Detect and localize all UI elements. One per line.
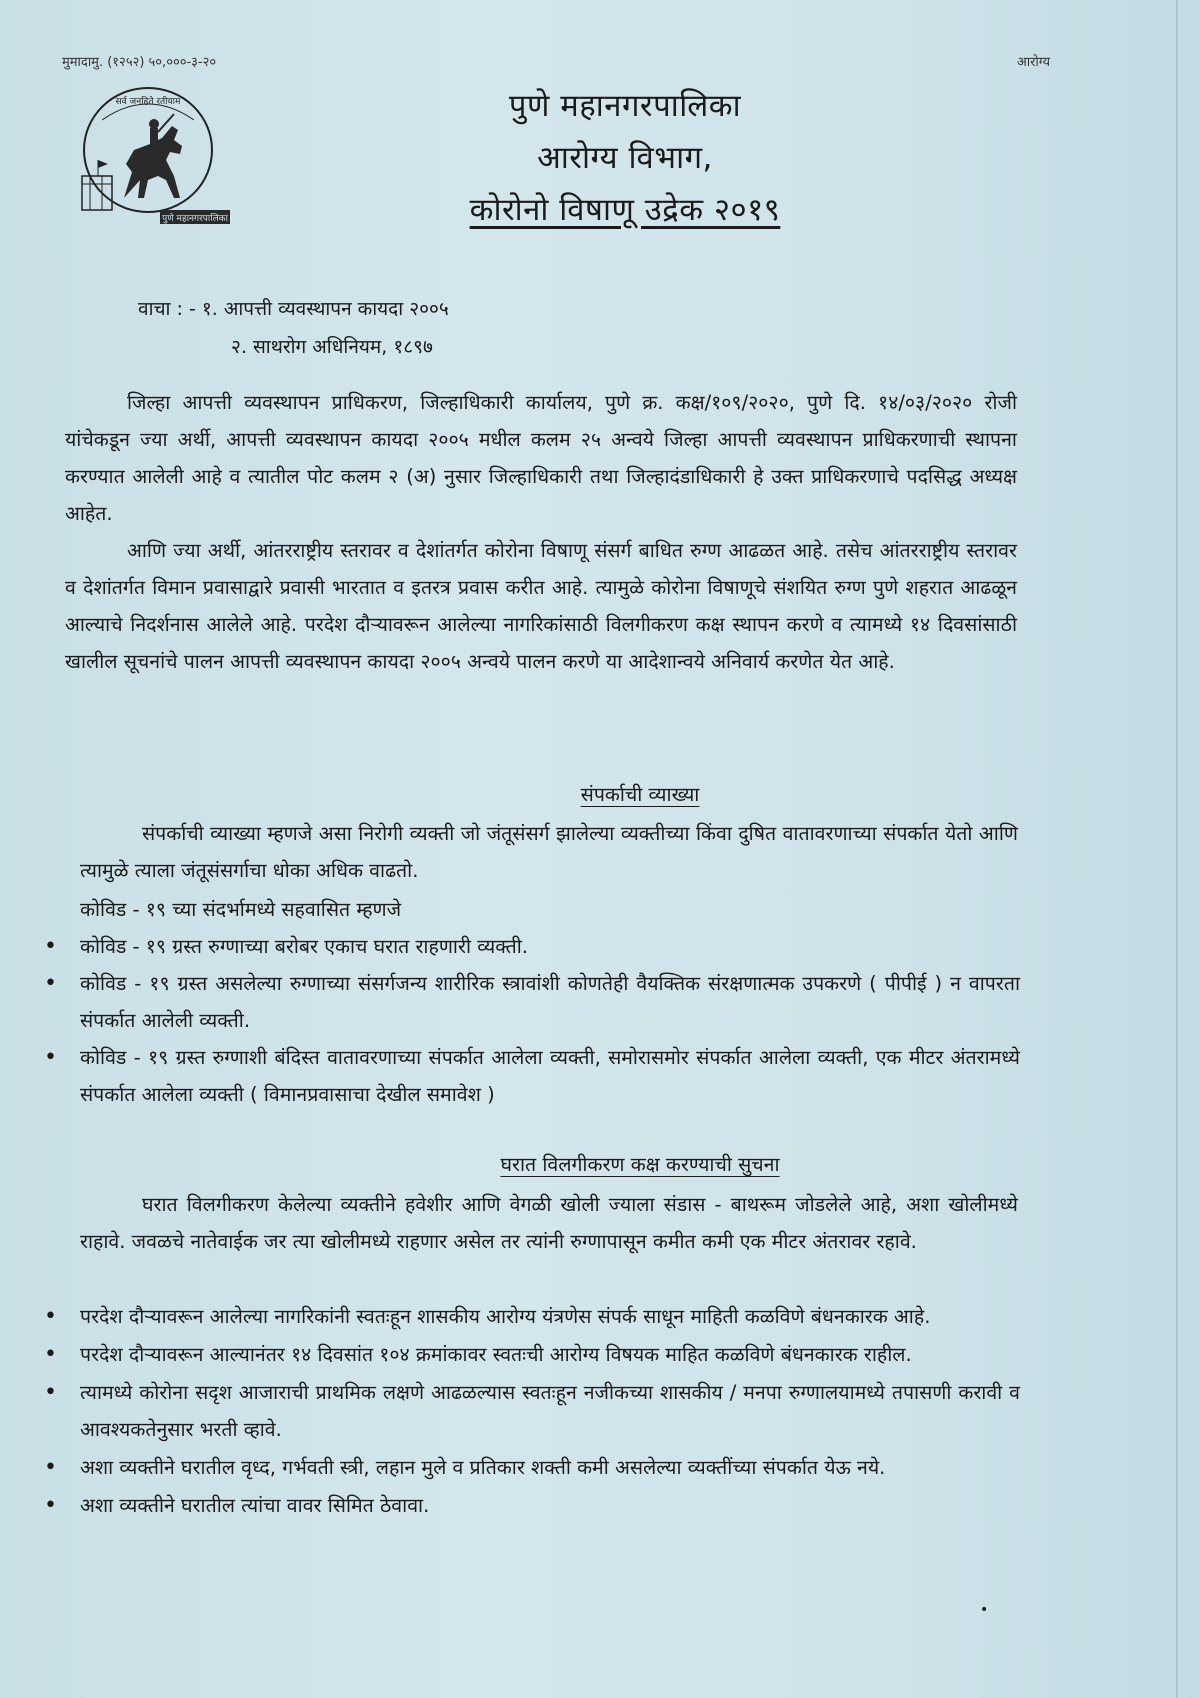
- list-item: • कोविड - १९ ग्रस्त रुग्णाशी बंदिस्त वातावरणाच्या संपर्कात आलेला व्यक्ती, समोरासमोर संपर्कात आलेला व्यक्ती, एक मीटर अंतरामध्ये संपर्कात आलेला व्यक्ती ( विमानप्रवासाचा देखील समावेश ): [44, 1039, 1020, 1113]
- references-label: वाचा : -: [138, 298, 196, 320]
- list-item: • अशा व्यक्तीने घरातील त्यांचा वावर सिमित ठेवावा.: [44, 1487, 1020, 1524]
- logo-motto: सर्व जनहिते रतीयाम: [115, 97, 181, 107]
- subject-title: कोरोनो विषाणू उद्रेक २०१९: [469, 192, 781, 228]
- contact-definition-heading: संपर्काची व्याख्या: [580, 783, 700, 806]
- home-isolation-heading: घरात विलगीकरण कक्ष करण्याची सुचना: [500, 1153, 780, 1176]
- list-item: • अशा व्यक्तीने घरातील वृध्द, गर्भवती स्त्री, लहान मुले व प्रतिकार शक्ती कमी असलेल्या व्यक्तींच्या संपर्कात येऊ नये.: [44, 1449, 1020, 1486]
- document-header: [250, 80, 1000, 236]
- list-item: • त्यामध्ये कोरोना सदृश आजाराची प्राथमिक लक्षणे आढळल्यास स्वतःहून नजीकच्या शासकीय / मनपा रुग्णालयामध्ये तपासणी करावी व आवश्यकतेनुसार भरती व्हावे.: [44, 1374, 1020, 1448]
- references-block: [138, 290, 449, 366]
- list-item: • परदेश दौऱ्यावरून आल्यानंतर १४ दिवसांत १०४ क्रमांकावर स्वतःची आरोग्य विषयक माहित कळविणे बंधनकारक राहील.: [44, 1336, 1020, 1373]
- list-item: • कोविड - १९ ग्रस्त असलेल्या रुग्णाच्या संसर्गजन्य शारीरिक स्त्रावांशी कोणतेही वैयक्तिक संरक्षणात्मक उपकरणे ( पीपीई ) न वापरता संपर्कात आलेली व्यक्ती.: [44, 965, 1020, 1039]
- department-title: आरोग्य विभाग,: [537, 140, 713, 176]
- contact-bullet-list: [44, 928, 1020, 1113]
- paragraph-authority: जिल्हा आपत्ती व्यवस्थापन प्राधिकरण, जिल्हाधिकारी कार्यालय, पुणे क्र. कक्ष/१०९/२०२०, पुणे दि. १४/०३/२०२० रोजी यांचेकडून ज्या अर्थी, आपत्ती व्यवस्थापन कायदा २००५ मधील कलम २५ अन्वये जिल्हा आपत्ती व्यवस्थापन प्राधिकरणाची स्थापना करण्यात आलेली आहे व त्यातील पोट कलम २ (अ) नुसार जिल्हाधिकारी तथा जिल्हादंडाधिकारी हे उक्त प्राधिकरणाचे पदसिद्ध अध्यक्ष आहेत.: [65, 391, 1017, 525]
- contact-definition-text: संपर्काची व्याख्या म्हणजे असा निरोगी व्यक्ती जो जंतूसंसर्ग झालेल्या व्यक्तीच्या किंवा दुषित वातावरणाच्या संपर्कात येतो आणि त्यामुळे त्याला जंतूसंसर्गाचा धोका अधिक वाढतो.: [80, 822, 1018, 882]
- list-item: • कोविड - १९ ग्रस्त रुग्णाच्या बरोबर एकाच घरात राहणारी व्यक्ती.: [44, 928, 1020, 965]
- home-isolation-text: घरात विलगीकरण केलेल्या व्यक्तीने हवेशीर आणि वेगळी खोली ज्याला संडास - बाथरूम जोडलेले आहे, अशा खोलीमध्ये राहावे. जवळचे नातेवाईक जर त्या खोलीमध्ये राहणार असेल तर त्यांनी रुग्णापासून कमीत कमी एक मीटर अंतरावर रहावे.: [80, 1193, 1018, 1253]
- print-code: मुमादामु. (१२५२) ५०,०००-३-२०: [62, 55, 217, 70]
- covid-contact-intro: कोविड - १९ च्या संदर्भामध्ये सहवासित म्हणजे: [80, 898, 402, 921]
- department-tag: आरोग्य: [1016, 55, 1050, 70]
- reference-item: १. आपत्ती व्यवस्थापन कायदा २००५: [201, 298, 449, 320]
- home-isolation-bullet-list: [44, 1298, 1020, 1525]
- org-title: पुणे महानगरपालिका: [508, 88, 742, 124]
- stray-mark: •: [980, 1602, 989, 1618]
- logo-caption: पुणे महानगरपालिका: [162, 214, 228, 224]
- reference-item: २. साथरोग अधिनियम, १८९७: [231, 336, 433, 358]
- list-item: • परदेश दौऱ्यावरून आलेल्या नागरिकांनी स्वतःहून शासकीय आरोग्य यंत्रणेस संपर्क साधून माहिती कळविणे बंधनकारक आहे.: [44, 1298, 1020, 1335]
- paragraph-order: आणि ज्या अर्थी, आंतरराष्ट्रीय स्तरावर व देशांतर्गत कोरोना विषाणू संसर्ग बाधित रुग्ण आढळत आहे. तसेच आंतरराष्ट्रीय स्तरावर व देशांतर्गत विमान प्रवासाद्वारे प्रवासी भारतात व इतरत्र प्रवास करीत आहे. त्यामुळे कोरोना विषाणूचे संशयित रुग्ण पुणे शहरात आढळून आल्याचे निदर्शनास आलेले आहे. परदेश दौऱ्यावरून आलेल्या नागरिकांसाठी विलगीकरण कक्ष स्थापन करणे व त्यामध्ये १४ दिवसांसाठी खालील सूचनांचे पालन आपत्ती व्यवस्थापन कायदा २००५ अन्वये पालन करणे या आदेशान्वये अनिवार्य करणेत येत आहे.: [65, 539, 1017, 673]
- paper-fold-line: [1176, 0, 1178, 1698]
- pmc-emblem-logo: [62, 80, 234, 232]
